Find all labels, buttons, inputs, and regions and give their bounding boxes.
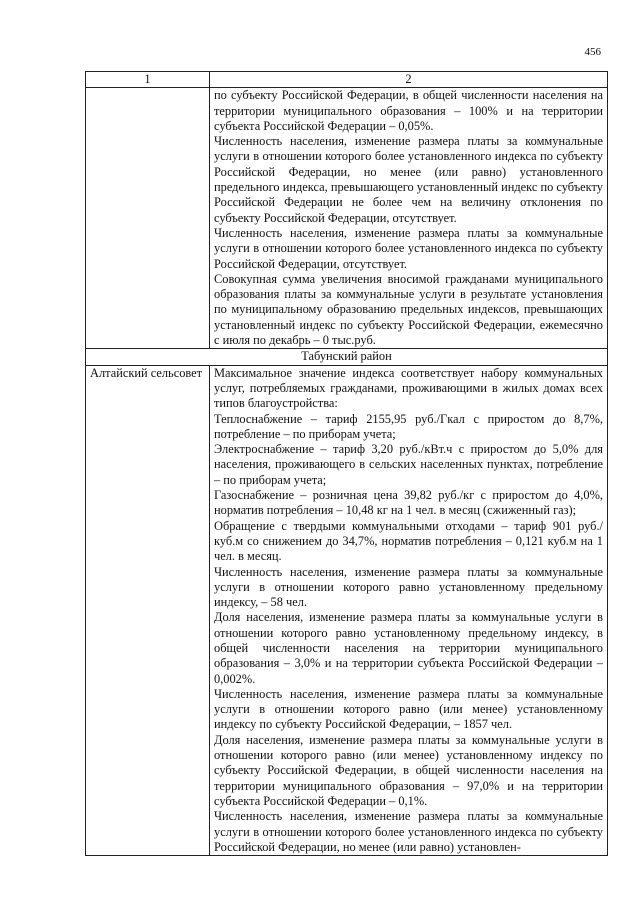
page-number: 456	[584, 46, 601, 58]
district-title: Табунский район	[86, 349, 608, 365]
paragraph: Численность населения, изменение размера платы за коммунальные услуги в отношении которого равно установленному предельному индексу, – 58 чел.	[214, 564, 603, 610]
paragraph: Численность населения, изменение размера платы за коммунальные услуги в отношении которого более установленного индекса по субъекту Российской Федерации, но менее (или равно) установлен-	[214, 809, 603, 854]
paragraph: Численность населения, изменение размера платы за коммунальные услуги в отношении которого равно (или менее) установленному индексу по субъекту Российской Федерации, – 1857 чел.	[214, 686, 603, 732]
row2-description-cell	[210, 365, 608, 856]
document-table	[85, 71, 608, 856]
table-row	[86, 88, 608, 349]
paragraph: Доля населения, изменение размера платы за коммунальные услуги в отношении которого равно (или менее) установленному индексу по субъекту Российской Федерации, в общей численности населения на территории муниципального образования – 97,0% и на территории субъекта Российской Федерации – 0,1%.	[214, 732, 603, 808]
paragraph: Совокупная сумма увеличения вносимой гражданами муниципального образования платы за коммунальные услуги в результате установления по муниципальному образованию предельных индексов, превышающих установленный индекс по субъекту Российской Федерации, ежемесячно с июля по декабрь – 0 тыс.руб.	[214, 271, 603, 348]
table-row	[86, 365, 608, 856]
paragraph: Максимальное значение индекса соответствует набору коммунальных услуг, потребляемых гражданами, проживающими в жилых домах всех типов благоустройства:	[214, 365, 603, 411]
paragraph: Численность населения, изменение размера платы за коммунальные услуги в отношении которого более установленного индекса по субъекту Российской Федерации, но менее (или равно) установленного предельного индекса, превышающего установленный индекс по субъекту Российской Федерации не более чем на величину отклонения по субъекту Российской Федерации, отсутствует.	[214, 134, 603, 225]
column-header-1: 1	[86, 72, 210, 88]
table-header-row	[86, 72, 608, 88]
district-row	[86, 349, 608, 365]
paragraph: Численность населения, изменение размера платы за коммунальные услуги в отношении которого более установленного индекса по субъекту Российской Федерации, отсутствует.	[214, 225, 603, 271]
row2-municipality-cell: Алтайский сельсовет	[86, 365, 210, 856]
paragraph: Доля населения, изменение размера платы за коммунальные услуги в отношении которого равно установленному предельному индексу, в общей численности населения на территории муниципального образования – 3,0% и на территории субъекта Российской Федерации – 0,002%.	[214, 610, 603, 686]
paragraph: Электроснабжение – тариф 3,20 руб./кВт.ч с приростом до 5,0% для населения, проживающего в сельских населенных пунктах, потребление – по приборам учета;	[214, 442, 603, 487]
paragraph: Обращение с твердыми коммунальными отходами – тариф 901 руб./куб.м со снижением до 34,7%, норматив потребления – 0,121 куб.м на 1 чел. в месяц.	[214, 518, 603, 564]
paragraph: Теплоснабжение – тариф 2155,95 руб./Гкал с приростом до 8,7%, потребление – по приборам учета;	[214, 411, 603, 441]
row1-municipality-cell	[86, 88, 210, 349]
column-header-2: 2	[210, 72, 608, 88]
row1-description-cell	[210, 88, 608, 349]
paragraph: по субъекту Российской Федерации, в общей численности населения на территории муниципального образования – 100% и на территории субъекта Российской Федерации – 0,05%.	[214, 88, 603, 133]
paragraph: Газоснабжение – розничная цена 39,82 руб./кг с приростом до 4,0%, норматив потребления – 10,48 кг на 1 чел. в месяц (сжиженный газ);	[214, 488, 603, 518]
